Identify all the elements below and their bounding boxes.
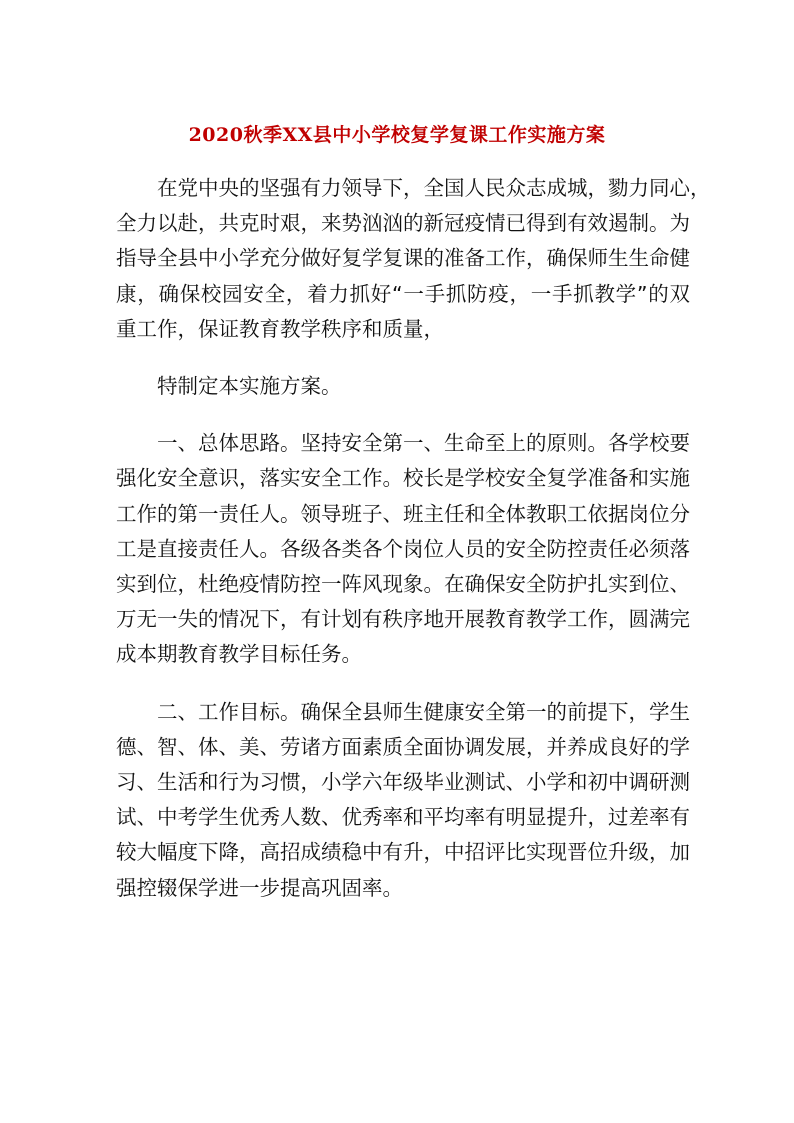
document-title: 2020秋季XX县中小学校复学复课工作实施方案 (188, 124, 606, 146)
paragraph-line: 工作的第一责任人。领导班子、班主任和全体教职工依据岗位分 (116, 501, 690, 526)
paragraph-line: 实到位，杜绝疫情防控一阵风现象。在确保安全防护扎实到位、 (116, 572, 690, 597)
paragraph-line: 强控辍保学进一步提高巩固率。 (116, 875, 403, 900)
paragraph (116, 369, 690, 404)
paragraph-line: 二、工作目标。确保全县师生健康安全第一的前提下，学生 (157, 699, 690, 724)
paragraph (116, 695, 690, 906)
paragraph-line: 一、总体思路。坚持安全第一、生命至上的原则。各学校要 (157, 431, 690, 456)
paragraph-line: 试、中考学生优秀人数、优秀率和平均率有明显提升，过差率有 (116, 805, 690, 830)
paragraph-line: 德、智、体、美、劳诸方面素质全面协调发展，并养成良好的学 (116, 734, 690, 759)
document-body (116, 171, 711, 928)
paragraph-line: 全力以赴，共克时艰，来势汹汹的新冠疫情已得到有效遏制。为 (116, 211, 690, 236)
paragraph (116, 171, 711, 347)
paragraph-line: 特制定本实施方案。 (157, 374, 342, 399)
paragraph-line: 工是直接责任人。各级各类各个岗位人员的安全防控责任必须落 (116, 536, 690, 561)
paragraph-line: 重工作，保证教育教学秩序和质量， (116, 316, 444, 341)
paragraph-line: 习、生活和行为习惯，小学六年级毕业测试、小学和初中调研测 (116, 770, 690, 795)
paragraph-line: 强化安全意识，落实安全工作。校长是学校安全复学准备和实施 (116, 466, 690, 491)
paragraph-line: 指导全县中小学充分做好复学复课的准备工作，确保师生生命健 (116, 246, 690, 271)
paragraph (116, 426, 690, 672)
paragraph-line: 较大幅度下降，高招成绩稳中有升，中招评比实现晋位升级，加 (116, 840, 690, 865)
paragraph-line: 成本期教育教学目标任务。 (116, 642, 362, 667)
paragraph-line: 康，确保校园安全，着力抓好“一手抓防疫，一手抓教学”的双 (116, 281, 690, 306)
paragraph-line: 万无一失的情况下，有计划有秩序地开展教育教学工作，圆满完 (116, 607, 690, 632)
paragraph-line: 在党中央的坚强有力领导下，全国人民众志成城，勠力同心， (157, 176, 711, 200)
